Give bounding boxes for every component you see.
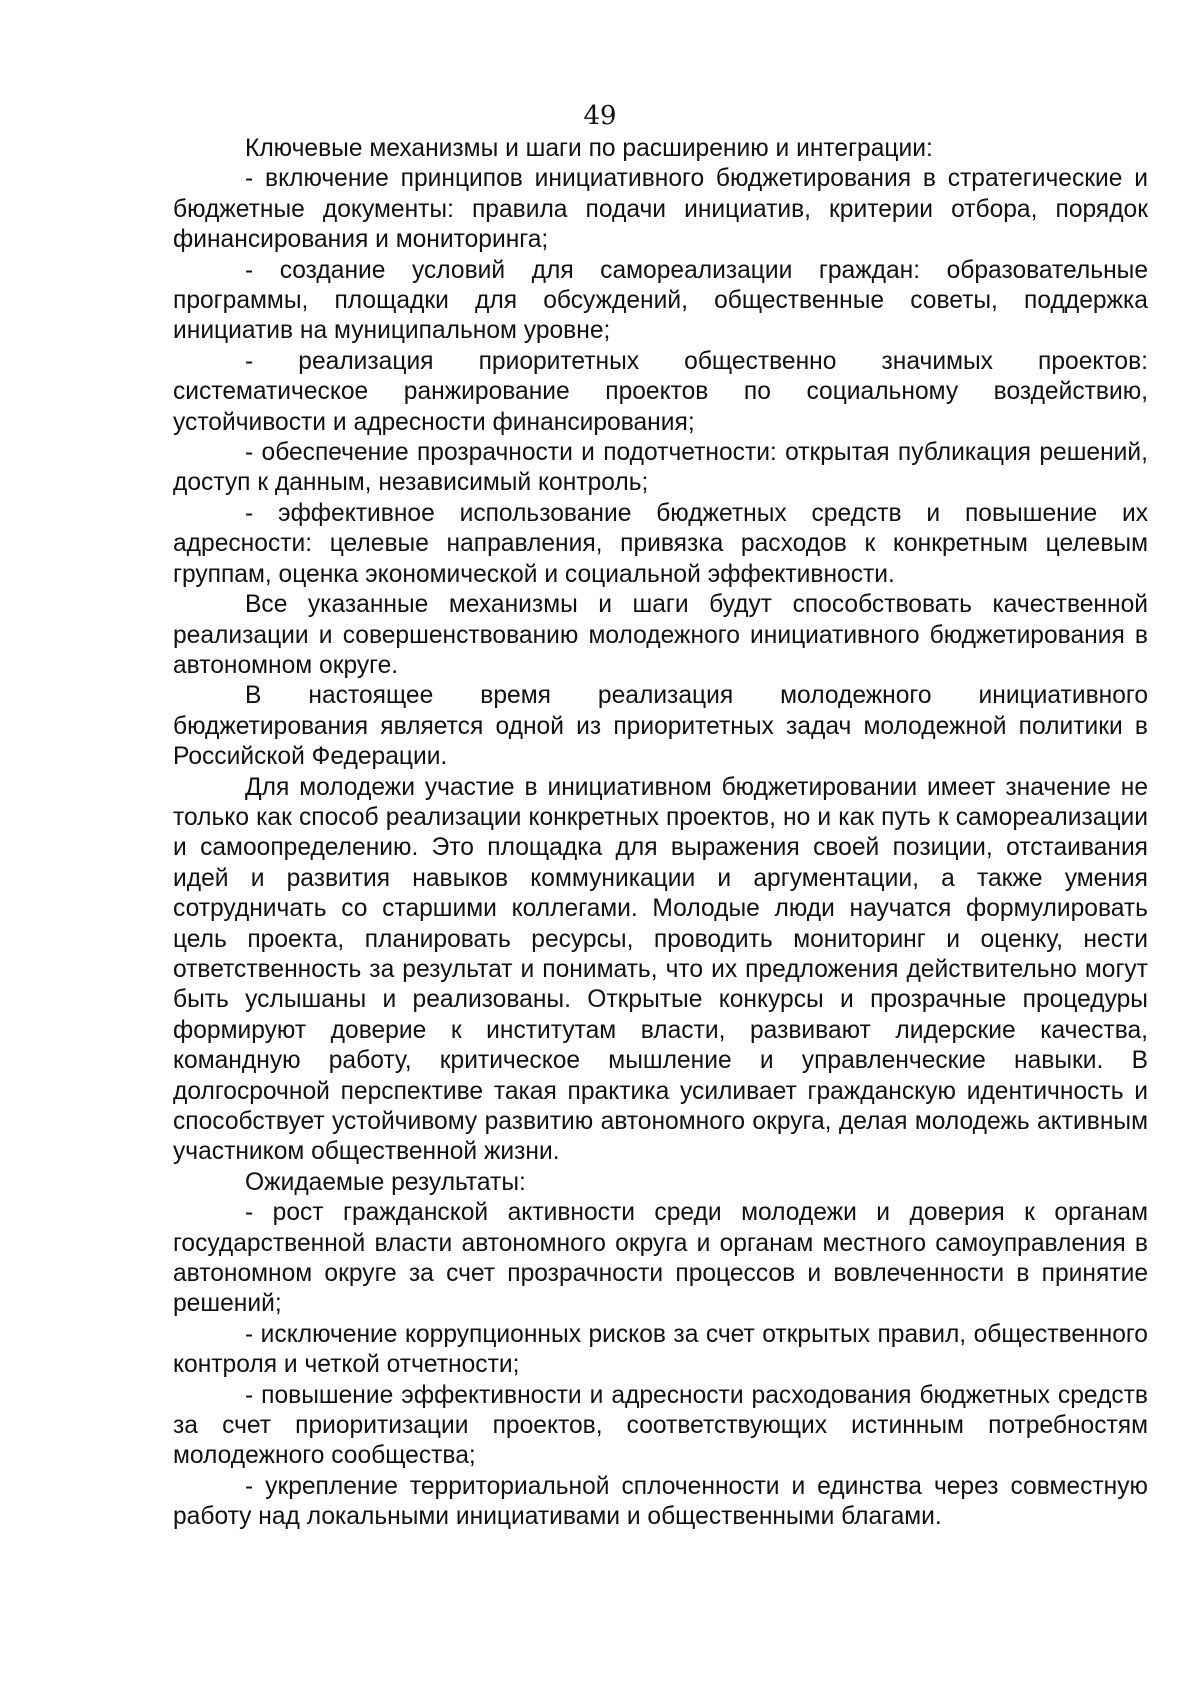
result-item-corruption-risks: - исключение коррупционных рисков за счет открытых правил, общественного контроля и четкой отчетности; — [173, 1320, 1148, 1379]
list-item-conditions: - создание условий для самореализации граждан: образовательные программы, площадки для обсуждений, общественные советы, поддержка инициатив на муниципальном уровне; — [173, 256, 1148, 345]
document-body — [173, 134, 1148, 1533]
paragraph-mechanisms-summary: Все указанные механизмы и шаги будут способствовать качественной реализации и совершенствованию молодежного инициативного бюджетирования в автономном округе. — [173, 591, 1148, 679]
paragraph-youth-participation: Для молодежи участие в инициативном бюджетировании имеет значение не только как способ реализации конкретных проектов, но и как путь к самореализации и самоопределению. Это площадка для выражения своей позиции, отстаивания идей и развития навыков коммуникации и аргументации, а также умения сотрудничать со старшими коллегами. Молодые люди научатся формулировать цель проекта, планировать ресурсы, проводить мониторинг и оценку, нести ответственность за результат и понимать, что их предложения действительно могут быть услышаны и реализованы. Открытые конкурсы и прозрачные процедуры формируют доверие к институтам власти, развивают лидерские качества, командную работу, критическое мышление и управленческие навыки. В долгосрочной перспективе такая практика усиливает гражданскую идентичность и способствует устойчивому развитию автономного округа, делая молодежь активным участником общественной жизни. — [173, 773, 1148, 1166]
page-number: 49 — [583, 101, 617, 131]
paragraph-intro-mechanisms: Ключевые механизмы и шаги по расширению и интеграции: — [245, 135, 933, 162]
result-item-budget-efficiency: - повышение эффективности и адресности расходования бюджетных средств за счет приоритизации проектов, соответствующих истинным потребностям молодежного сообщества; — [173, 1381, 1148, 1470]
list-item-transparency: - обеспечение прозрачности и подотчетности: открытая публикация решений, доступ к данным, независимый контроль; — [173, 439, 1148, 497]
paragraph-current-priority: В настоящее время реализация молодежного инициативного бюджетирования является одной из приоритетных задач молодежной политики в Российской Федерации. — [173, 682, 1148, 771]
result-item-civic-activity: - рост гражданской активности среди молодежи и доверия к органам государственной власти автономного округа и органам местного самоуправления в автономном округе за счет прозрачности процессов и вовлеченности в принятие решений; — [173, 1199, 1148, 1318]
paragraph-expected-results-heading: Ожидаемые результаты: — [245, 1168, 526, 1196]
list-item-efficiency: - эффективное использование бюджетных средств и повышение их адресности: целевые направления, привязка расходов к конкретным целевым группам, оценка экономической и социальной эффективности. — [173, 499, 1148, 588]
list-item-principles: - включение принципов инициативного бюджетирования в стратегические и бюджетные документы: правила подачи инициатив, критерии отбора, порядок финансирования и мониторинга; — [173, 165, 1148, 254]
result-item-territorial-cohesion: - укрепление территориальной сплоченности и единства через совместную работу над локальными инициативами и общественными благами. — [173, 1472, 1148, 1531]
list-item-priority-projects: - реализация приоритетных общественно значимых проектов: систематическое ранжирование проектов по социальному воздействию, устойчивости и адресности финансирования; — [173, 347, 1148, 436]
